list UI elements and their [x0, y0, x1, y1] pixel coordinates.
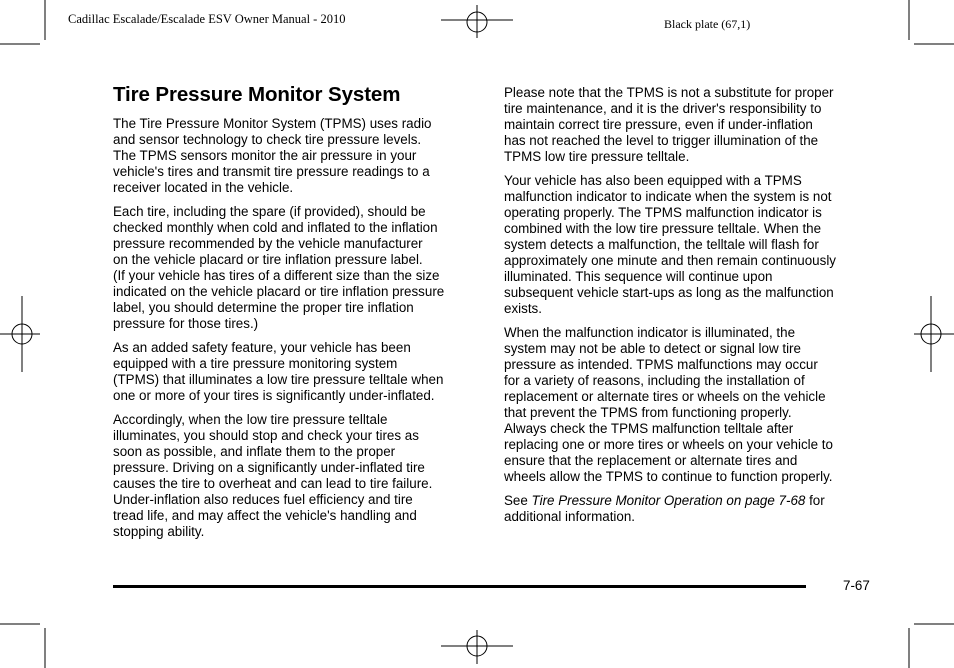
- section-title: Tire Pressure Monitor System: [113, 83, 401, 106]
- paragraph: Your vehicle has also been equipped with a TPMS malfunction indicator to indicate when the system is not operating properly. The TPMS malfunction indicator is combined with the low tire pressure telltale. When the system detects a malfunction, the telltale will flash for approximately one minute and then remain continuously illuminated. This sequence will continue upon subsequent vehicle start-ups as long as the malfunction exists.: [504, 173, 836, 316]
- see-also-paragraph: [504, 493, 872, 525]
- right-column: [504, 85, 872, 533]
- paragraph: Please note that the TPMS is not a substitute for proper tire maintenance, and it is the driver's responsibility to maintain correct tire pressure, even if under-inflation has not reached the level to trigger illumination of the TPMS low tire pressure telltale.: [504, 85, 834, 164]
- manual-title: Cadillac Escalade/Escalade ESV Owner Manual - 2010: [68, 12, 346, 26]
- cross-reference-link[interactable]: Tire Pressure Monitor Operation on page 7-68: [531, 493, 806, 508]
- see-suffix: for additional information.: [504, 493, 825, 524]
- paragraph: The Tire Pressure Monitor System (TPMS) uses radio and sensor technology to check tire pressure levels. The TPMS sensors monitor the air pressure in your vehicle's tires and transmit tire pressure readings to a receiver located in the vehicle.: [113, 116, 432, 195]
- see-prefix: See: [504, 493, 532, 508]
- footer-rule: [113, 585, 806, 588]
- left-column: [113, 84, 479, 548]
- page-number: 7-67: [843, 578, 870, 593]
- plate-label: Black plate (67,1): [664, 17, 751, 31]
- paragraph: As an added safety feature, your vehicle has been equipped with a tire pressure monitoring system (TPMS) that illuminates a low tire pressure telltale when one or more of your tires is significantly under-inflated.: [113, 340, 444, 403]
- paragraph: Each tire, including the spare (if provided), should be checked monthly when cold and inflated to the inflation pressure recommended by the vehicle manufacturer on the vehicle placard or tire inflation pressure label. (If your vehicle has tires of a different size than the size indicated on the vehicle placard or tire inflation pressure label, you should determine the proper tire inflation pressure for those tires.): [113, 204, 445, 331]
- paragraph: Accordingly, when the low tire pressure telltale illuminates, you should stop and check your tires as soon as possible, and inflate them to the proper pressure. Driving on a significantly under-inflated tire causes the tire to overheat and can lead to tire failure. Under-inflation also reduces fuel efficiency and tire tread life, and may affect the vehicle's handling and stopping ability.: [113, 412, 433, 539]
- paragraph: When the malfunction indicator is illuminated, the system may not be able to detect or signal low tire pressure as intended. TPMS malfunctions may occur for a variety of reasons, including the installation of replacement or alternate tires or wheels on the vehicle that prevent the TPMS from functioning properly. Always check the TPMS malfunction telltale after replacing one or more tires or wheels on your vehicle to ensure that the replacement or alternate tires and wheels allow the TPMS to continue to function properly.: [504, 325, 833, 484]
